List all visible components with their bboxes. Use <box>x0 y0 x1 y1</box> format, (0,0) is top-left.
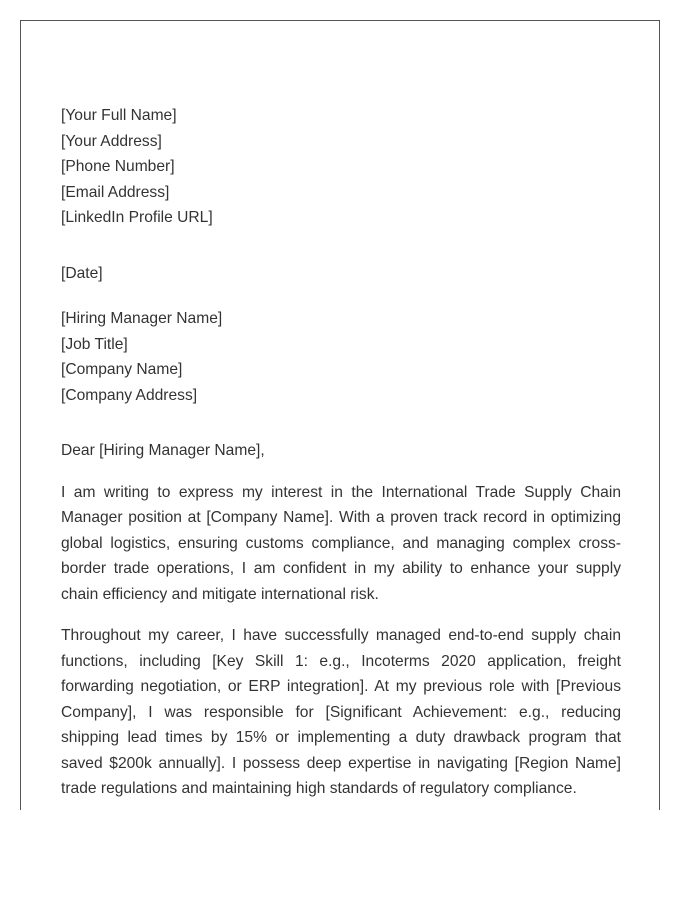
letter-content <box>61 103 621 802</box>
recipient-title: [Job Title] <box>61 335 128 353</box>
sender-linkedin: [LinkedIn Profile URL] <box>61 209 213 226</box>
sender-phone: [Phone Number] <box>61 158 175 175</box>
recipient-name: [Hiring Manager Name] <box>61 310 223 327</box>
letter-date: [Date] <box>61 264 103 282</box>
sender-email: [Email Address] <box>61 183 170 201</box>
recipient-block <box>61 306 621 408</box>
sender-address: [Your Address] <box>61 132 162 150</box>
sender-name: [Your Full Name] <box>61 107 177 124</box>
recipient-company: [Company Name] <box>61 361 183 378</box>
body-paragraph-2: Throughout my career, I have successfully managed end-to-end supply chain functions, including [Key Skill 1: e.g., Incoterms 2020 application, freight forwarding negotiation, or ERP integration]. At my previous role with [Previous Company], I was responsible for [Significant Achievement: e.g., reducing shipping lead times by 15% or implementing a duty drawback program that saved $200k annually]. I possess deep expertise in navigating [Region Name] trade regulations and maintaining high standards of regulatory compliance. <box>61 627 621 797</box>
body-paragraph-1: I am writing to express my interest in the International Trade Supply Chain Manager position at [Company Name]. With a proven track record in optimizing global logistics, ensuring customs compliance, and managing complex cross-border trade operations, I am confident in my ability to enhance your supply chain efficiency and mitigate international risk. <box>61 483 621 603</box>
sender-block <box>61 103 621 231</box>
greeting: Dear [Hiring Manager Name], <box>61 442 265 459</box>
recipient-address: [Company Address] <box>61 386 198 404</box>
letter-page <box>20 20 660 810</box>
